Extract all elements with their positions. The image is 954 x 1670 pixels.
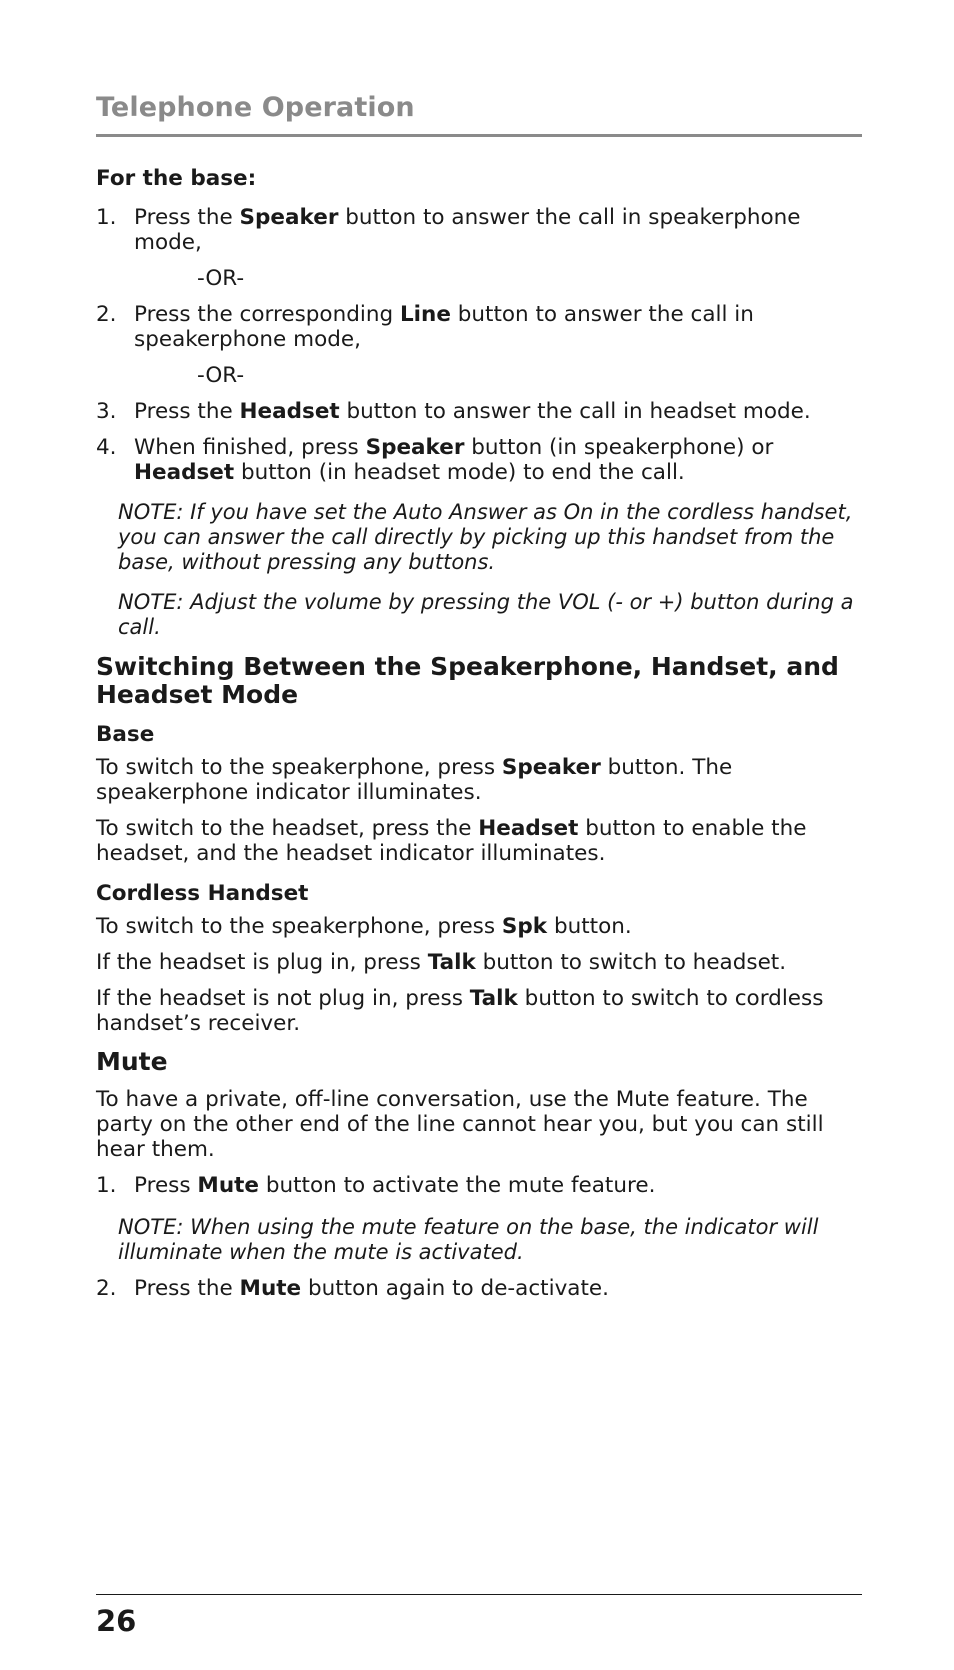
step-text: button (in speakerphone) or [464,435,774,460]
cordless-handset-subheading: Cordless Handset [96,881,309,906]
button-name: Speaker [239,205,339,230]
button-name: Talk [427,950,476,975]
step-item [96,435,862,485]
page-header-title: Telephone Operation [96,92,415,123]
header-divider [96,134,862,137]
button-name: Line [399,302,451,327]
paragraph [96,950,862,975]
button-name: Headset [478,816,579,841]
paragraph-text: To switch to the speakerphone, press [96,914,502,939]
step-text: Press [134,1173,198,1198]
button-name: Talk [469,986,518,1011]
manual-page [96,0,862,1670]
paragraph-text: To switch to the speakerphone, press [96,755,502,780]
step-number: 1. [96,1173,117,1198]
mute-intro: To have a private, off-line conversation, use the Mute feature. The party on the other end of the line cannot hear you, but you can still hear them. [96,1087,824,1162]
step-text: When finished, press [134,435,366,460]
footer-divider [96,1594,862,1595]
paragraph-text: button to switch to cordless handset’s receiver. [96,986,824,1036]
button-name: Mute [239,1276,302,1301]
button-name: Speaker [501,755,601,780]
step-text: button to answer the call in speakerphone mode, [134,302,754,352]
button-name: Headset [239,399,340,424]
paragraph-text: button to switch to headset. [475,950,787,975]
step-text: button to answer the call in speakerphone mode, [134,205,801,255]
step-text: Press the [134,1276,240,1301]
button-name: Spk [501,914,548,939]
paragraph-text: To switch to the headset, press the [96,816,479,841]
button-name: Mute [197,1173,259,1198]
mute-note: NOTE: When using the mute feature on the base, the indicator will illuminate when the mute is activated. [118,1215,819,1264]
paragraph-text: If the headset is not plug in, press [96,986,470,1011]
step-item [96,302,862,352]
step-text: Press the corresponding [134,302,400,327]
auto-answer-note: NOTE: If you have set the Auto Answer as On in the cordless handset, you can answer the call directly by picking up this handset from the base, without pressing any buttons. [118,500,853,574]
step-number: 3. [96,399,117,424]
step-text: Press the [134,205,240,230]
or-separator: -OR- [197,266,245,291]
paragraph [96,816,862,866]
paragraph-text: button. The speakerphone indicator illuminates. [96,755,733,805]
mute-section-heading: Mute [96,1047,168,1076]
paragraph-text: If the headset is plug in, press [96,950,428,975]
button-name: Headset [134,460,235,485]
step-text: button to activate the mute feature. [258,1173,656,1198]
step-item [96,1276,862,1301]
step-item [96,205,862,255]
step-item [96,1173,862,1198]
step-text: button (in headset mode) to end the call. [234,460,685,485]
paragraph [96,986,862,1036]
or-separator: -OR- [197,363,245,388]
step-text: Press the [134,399,240,424]
step-number: 2. [96,1276,117,1301]
paragraph [96,914,862,939]
button-name: Speaker [365,435,465,460]
page-number: 26 [96,1604,137,1638]
step-number: 2. [96,302,117,327]
volume-note: NOTE: Adjust the volume by pressing the VOL (- or +) button during a call. [118,590,854,639]
step-text: button to answer the call in headset mode. [339,399,811,424]
step-number: 1. [96,205,117,230]
paragraph-text: button. [547,914,632,939]
step-text: button again to de-activate. [301,1276,609,1301]
switching-section-heading: Switching Between the Speakerphone, Handset, and Headset Mode [96,652,839,709]
step-item [96,399,862,424]
base-subheading: Base [96,722,155,747]
page-content [96,166,862,1301]
step-number: 4. [96,435,117,460]
paragraph-text: button to enable the headset, and the headset indicator illuminates. [96,816,807,866]
base-section-heading: For the base: [96,166,257,191]
paragraph [96,755,862,805]
